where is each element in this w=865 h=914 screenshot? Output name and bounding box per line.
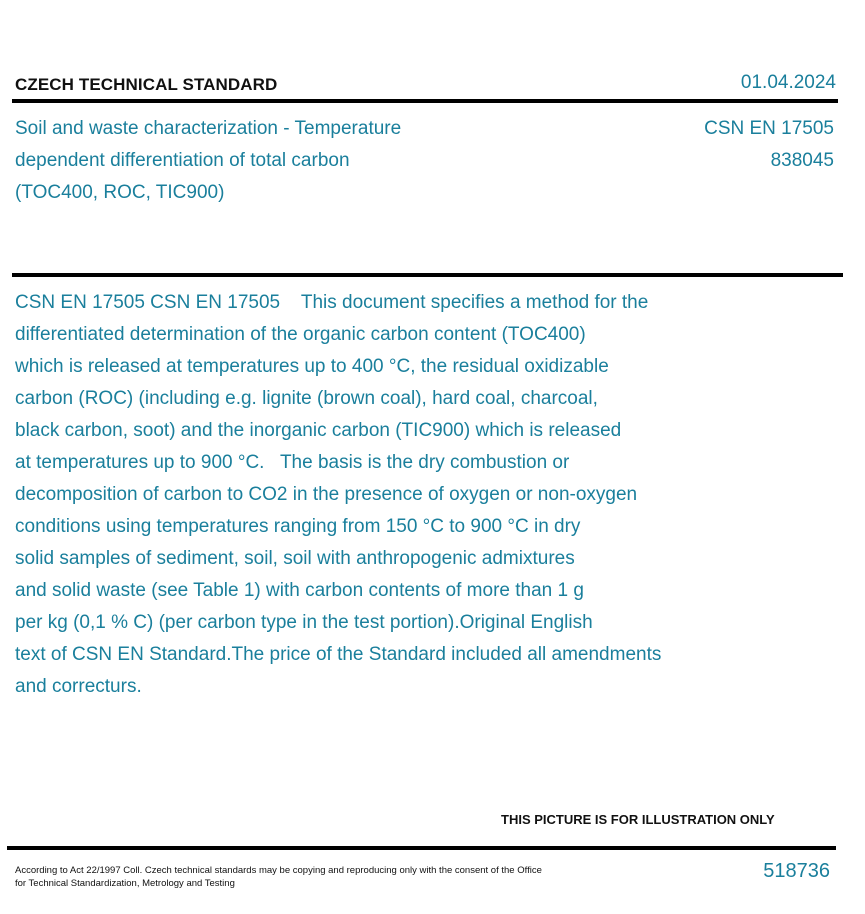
standard-label: CZECH TECHNICAL STANDARD: [15, 75, 278, 94]
description-line: and solid waste (see Table 1) with carbon contents of more than 1 g: [15, 580, 584, 601]
description-line: solid samples of sediment, soil, soil with anthropogenic admixtures: [15, 548, 575, 569]
document-title: [15, 113, 535, 209]
description-line: conditions using temperatures ranging from 150 °C to 900 °C in dry: [15, 516, 581, 537]
description-line: carbon (ROC) (including e.g. lignite (brown coal), hard coal, charcoal,: [15, 388, 598, 409]
publication-date: 01.04.2024: [740, 72, 836, 93]
description-line: decomposition of carbon to CO2 in the presence of oxygen or non-oxygen: [15, 484, 638, 505]
description-line: and correcturs.: [15, 676, 142, 697]
description-line: per kg (0,1 % C) (per carbon type in the test portion).Original English: [15, 612, 593, 633]
legal-note: [15, 864, 615, 890]
footer-divider: [7, 846, 836, 850]
illustration-note: THIS PICTURE IS FOR ILLUSTRATION ONLY: [501, 812, 775, 827]
header-divider: [12, 99, 838, 103]
legal-line: According to Act 22/1997 Coll. Czech technical standards may be copying and reproducing only with the consent of the Office: [15, 865, 542, 876]
description-line: differentiated determination of the organic carbon content (TOC400): [15, 324, 586, 345]
description-line: at temperatures up to 900 °C. The basis is the dry combustion or: [15, 452, 570, 473]
class-number: 838045: [770, 150, 834, 171]
title-line: dependent differentiation of total carbon: [15, 150, 350, 171]
document-description: [15, 287, 775, 703]
description-line: which is released at temperatures up to 400 °C, the residual oxidizable: [15, 356, 609, 377]
description-line: CSN EN 17505 CSN EN 17505 This document specifies a method for the: [15, 292, 649, 313]
catalog-number: 518736: [763, 860, 830, 882]
title-line: (TOC400, ROC, TIC900): [15, 182, 225, 203]
description-line: text of CSN EN Standard.The price of the Standard included all amendments: [15, 644, 662, 665]
description-line: black carbon, soot) and the inorganic carbon (TIC900) which is released: [15, 420, 622, 441]
document-identifiers: [704, 113, 834, 177]
title-divider: [12, 273, 843, 277]
legal-line: for Technical Standardization, Metrology and Testing: [15, 878, 235, 889]
title-line: Soil and waste characterization - Temperature: [15, 118, 402, 139]
standard-number: CSN EN 17505: [704, 118, 834, 139]
